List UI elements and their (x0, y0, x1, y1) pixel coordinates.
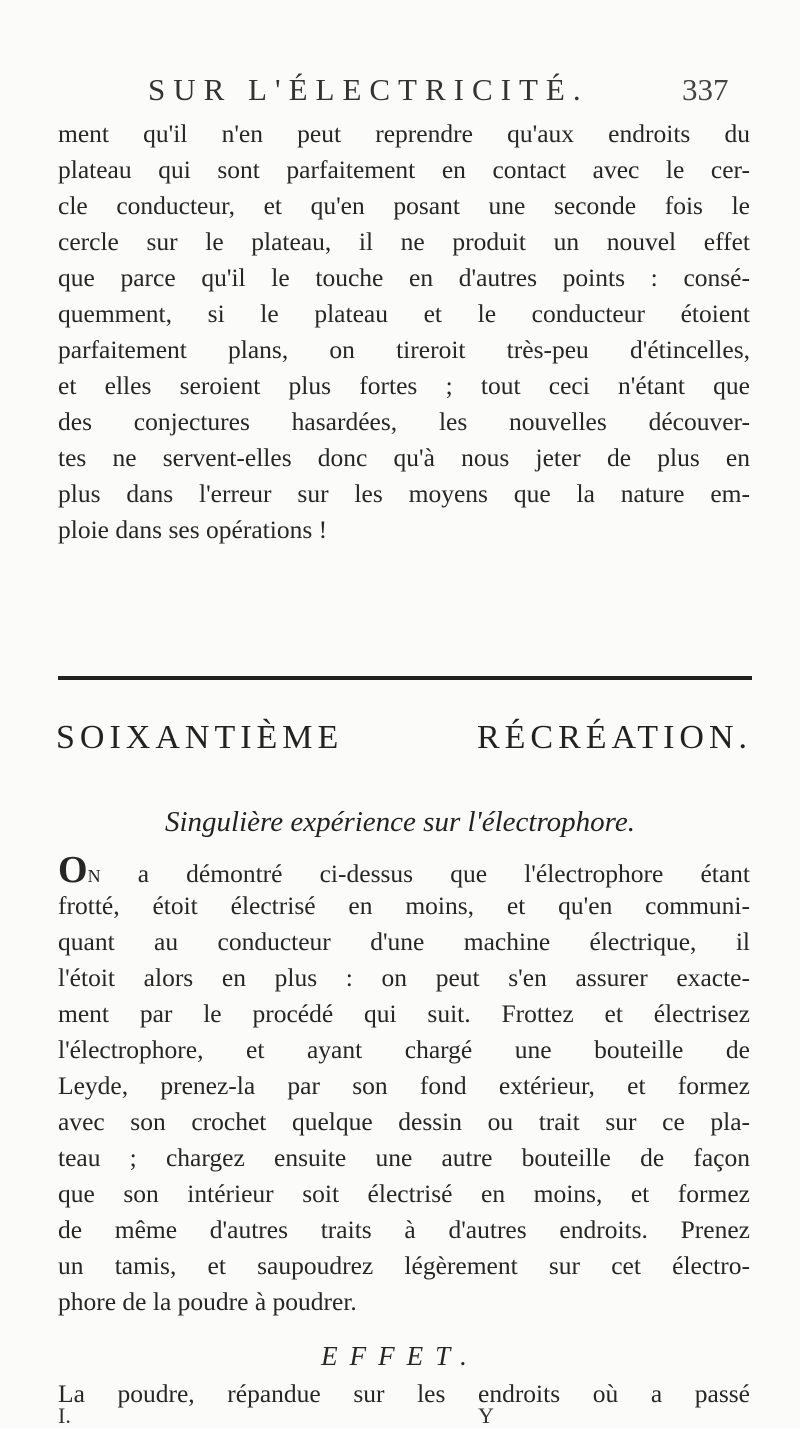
first-line-text: a démontré ci-dessus que l'électrophore étant (100, 859, 750, 888)
drop-cap: O (58, 849, 88, 891)
text-line: l'étoit alors en plus : on peut s'en assurer exacte- (58, 963, 750, 992)
text-line: cle conducteur, et qu'en posant une seconde fois le (58, 191, 750, 220)
text-line: plateau qui sont parfaitement en contact avec le cer- (58, 155, 750, 184)
text-line: de même d'autres traits à d'autres endroits. Prenez (58, 1215, 750, 1244)
effet-heading: EFFET. (321, 1341, 479, 1371)
text-line: quemment, si le plateau et le conducteur étoient (58, 299, 750, 328)
text-line: ment par le procédé qui suit. Frottez et électrisez (58, 999, 750, 1028)
text-line: tes ne servent-elles donc qu'à nous jeter de plus en (58, 443, 750, 472)
top-paragraph (58, 116, 750, 548)
text-line: l'électrophore, et ayant chargé une bouteille de (58, 1035, 750, 1064)
small-cap: N (87, 866, 101, 886)
running-head: SUR L'ÉLECTRICITÉ. (148, 72, 589, 107)
volume-mark: I. (58, 1403, 71, 1428)
body-paragraph (58, 849, 750, 1320)
text-line: avec son crochet quelque dessin ou trait sur ce pla- (58, 1107, 750, 1136)
signature-letter: Y (478, 1403, 494, 1428)
text-line: ploie dans ses opérations ! (58, 515, 328, 544)
text-line: que son intérieur soit électrisé en moins, et formez (58, 1179, 750, 1208)
section-heading: SOIXANTIÈME RÉCRÉATION. (56, 719, 752, 756)
text-line: phore de la poudre à poudrer. (58, 1287, 357, 1316)
page-number: 337 (682, 72, 729, 107)
text-line: plus dans l'erreur sur les moyens que la nature em- (58, 479, 750, 508)
text-line: parfaitement plans, on tireroit très-peu d'étincelles, (58, 335, 750, 364)
text-line (58, 849, 750, 891)
text-line: La poudre, répandue sur les endroits où a passé (58, 1379, 750, 1408)
section-subtitle: Singulière expérience sur l'électrophore. (164, 806, 636, 838)
text-line: quant au conducteur d'une machine électrique, il (58, 927, 750, 956)
text-line: ment qu'il n'en peut reprendre qu'aux endroits du (58, 119, 750, 148)
text-line: des conjectures hasardées, les nouvelles découver- (58, 407, 750, 436)
text-line: un tamis, et saupoudrez légèrement sur cet électro- (58, 1251, 750, 1280)
page-header (0, 72, 800, 112)
closing-paragraph (58, 1376, 750, 1412)
text-line: cercle sur le plateau, il ne produit un nouvel effet (58, 227, 750, 256)
text-line: teau ; chargez ensuite une autre bouteille de façon (58, 1143, 750, 1172)
text-line: Leyde, prenez-la par son fond extérieur, et formez (58, 1071, 750, 1100)
text-line: frotté, étoit électrisé en moins, et qu'en communi- (58, 891, 750, 920)
text-line: et elles seroient plus fortes ; tout ceci n'étant que (58, 371, 750, 400)
section-divider (58, 676, 752, 680)
text-line: que parce qu'il le touche en d'autres points : consé- (58, 263, 750, 292)
